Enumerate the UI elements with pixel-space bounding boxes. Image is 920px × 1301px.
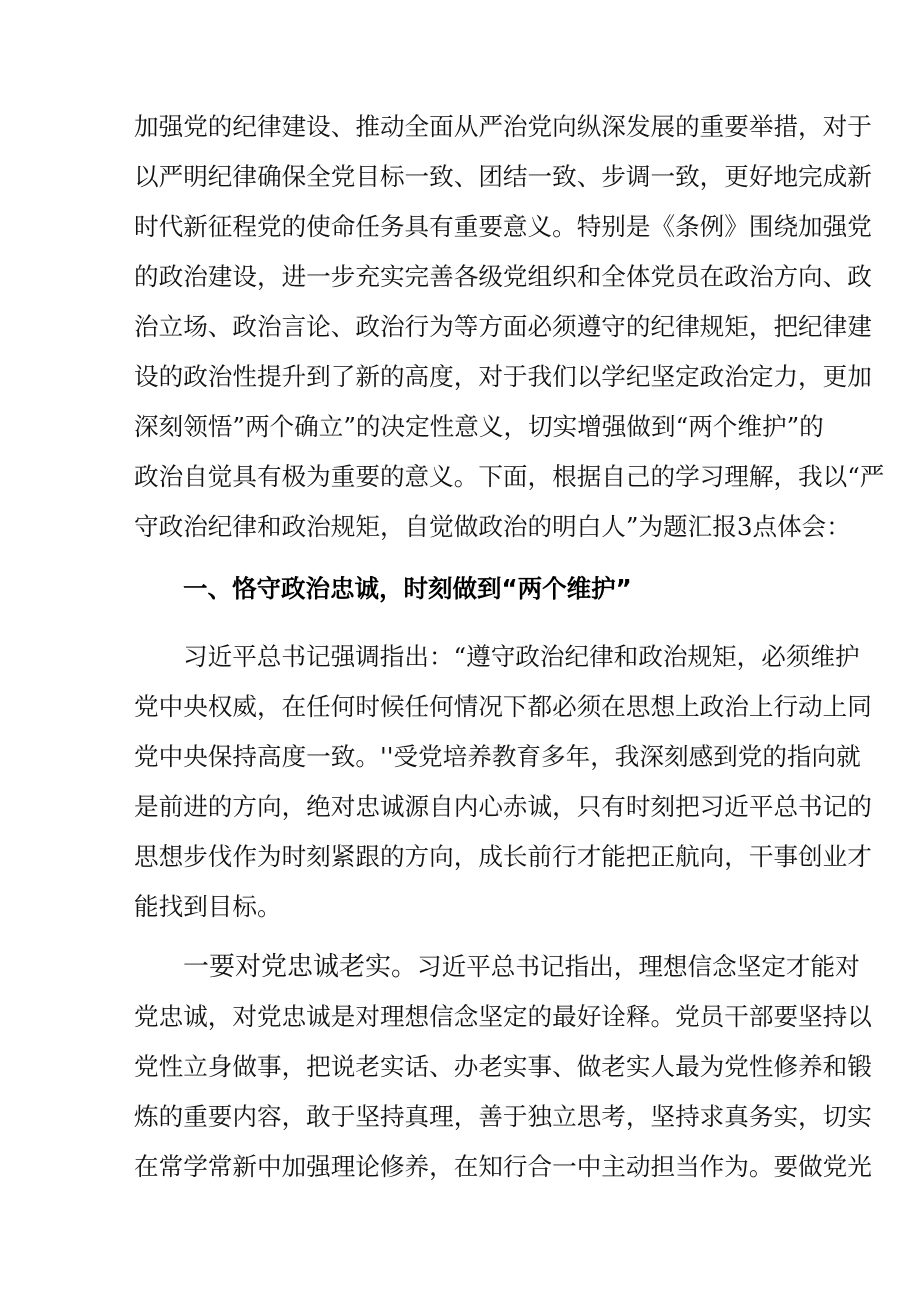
paragraph-3-line-1 bbox=[183, 947, 860, 987]
paragraph-2-line-2: 党中央权威，在任何时候任何情况下都必须在思想上政治上行动上同 bbox=[134, 692, 872, 721]
paragraph-3-line-5: 在常学常新中加强理论修养，在知行合一中主动担当作为。要做党光 bbox=[134, 1152, 872, 1181]
paragraph-3-lead: 一要对党忠诚老实。 bbox=[183, 952, 418, 982]
paragraph-1-line-5: 治立场、政治言论、政治行为等方面必须遵守的纪律规矩，把纪律建 bbox=[134, 312, 872, 341]
paragraph-2-line-3: 党中央保持高度一致。''受党培养教育多年，我深刻感到党的指向就 bbox=[134, 742, 861, 771]
paragraph-1-line-7: 深刻领悟”两个确立”的决定性意义，切实增强做到“两个维护”的 bbox=[134, 412, 824, 441]
paragraph-1-line-9: 守政治纪律和政治规矩，自觉做政治的明白人”为题汇报3点体会： bbox=[134, 512, 851, 541]
paragraph-3-line-4: 炼的重要内容，敢于坚持真理，善于独立思考，坚持求真务实，切实 bbox=[134, 1102, 872, 1131]
paragraph-3-line-3: 党性立身做事，把说老实话、办老实事、做老实人最为党性修养和锻 bbox=[134, 1052, 872, 1081]
paragraph-1-line-4: 的政治建设，进一步充实完善各级党组织和全体党员在政治方向、政 bbox=[134, 262, 872, 291]
paragraph-1-line-1: 加强党的纪律建设、推动全面从严治党向纵深发展的重要举措，对于 bbox=[134, 112, 872, 141]
paragraph-2-line-1: 习近平总书记强调指出：“遵守政治纪律和政治规矩，必须维护 bbox=[183, 642, 860, 671]
paragraph-2-line-4: 是前进的方向，绝对忠诚源自内心赤诚，只有时刻把习近平总书记的 bbox=[134, 792, 872, 821]
paragraph-2-line-5: 思想步伐作为时刻紧跟的方向，成长前行才能把正航向，干事创业才 bbox=[134, 842, 872, 871]
paragraph-3-line-2: 党忠诚，对党忠诚是对理想信念坚定的最好诠释。党员干部要坚持以 bbox=[134, 1002, 872, 1031]
paragraph-2-line-6: 能找到目标。 bbox=[134, 892, 282, 921]
paragraph-1-line-6: 设的政治性提升到了新的高度，对于我们以学纪坚定政治定力，更加 bbox=[134, 362, 872, 391]
paragraph-1-line-8: 政治自觉具有极为重要的意义。下面，根据自己的学习理解，我以“严 bbox=[134, 462, 885, 491]
paragraph-1-line-3: 时代新征程党的使命任务具有重要意义。特别是《条例》围绕加强党 bbox=[134, 212, 872, 241]
paragraph-1-line-2: 以严明纪律确保全党目标一致、团结一致、步调一致，更好地完成新 bbox=[134, 162, 872, 191]
section-heading: 一、恪守政治忠诚，时刻做到“两个维护” bbox=[183, 574, 632, 603]
paragraph-3-line-1-text: 习近平总书记指出，理想信念坚定才能对 bbox=[417, 952, 860, 981]
